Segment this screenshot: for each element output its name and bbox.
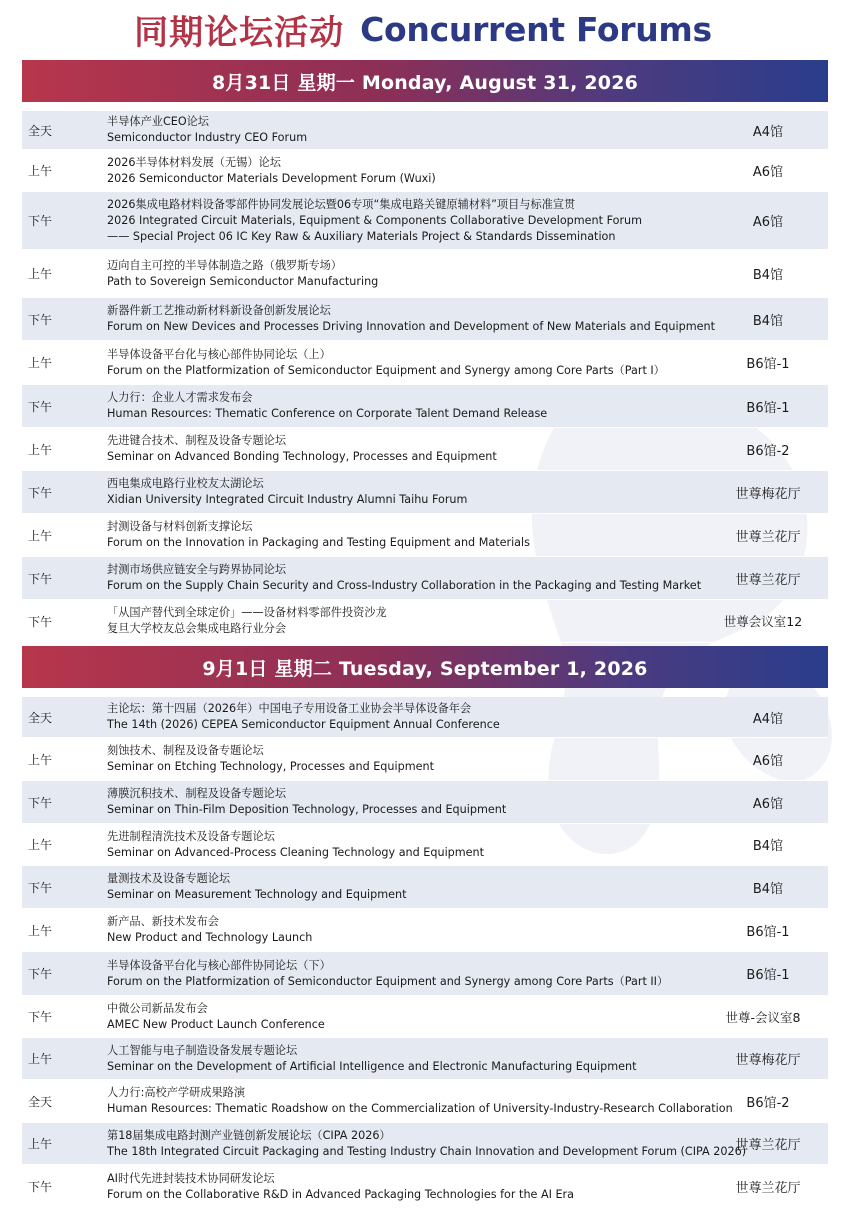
session-time: 全天 [28,1094,53,1109]
forum-title [107,1165,574,1208]
session-time: 下午 [28,614,53,629]
venue-label: 世尊兰花厅 [735,529,801,545]
forum-title-line: Path to Sovereign Semiconductor Manufacturing [107,274,379,288]
session-time: 上午 [28,1052,53,1066]
forum-title-line-primary: 2026集成电路材料设备零部件协同发展论坛暨06专项“集成电路关键原辅材料”项目与标准宣贯 [107,197,576,211]
day-header-aug-31: 8月31日 星期一 Monday, August 31, 2026 [22,60,828,102]
forum-title [107,250,378,297]
schedule-row [22,428,828,471]
schedule-row [22,1165,828,1209]
forum-title [107,909,312,951]
forum-title [107,781,506,823]
session-time: 上午 [28,528,53,543]
schedule-row [22,996,828,1038]
forum-title-line-primary: 先进制程清洗技术及设备专题论坛 [107,829,275,843]
forum-title [107,600,387,642]
forum-title [107,298,715,340]
forum-title [107,866,407,908]
forum-title-line-primary: 迈向自主可控的半导体制造之路（俄罗斯专场） [107,258,342,272]
forum-title-line: Seminar on Measurement Technology and Equipment [107,888,407,901]
forum-title-line-primary: 人力行:高校产学研成果路演 [107,1086,246,1099]
forum-title-line: Xidian University Integrated Circuit Industry Alumni Taihu Forum [107,493,468,506]
forum-title-line: 2026 Semiconductor Materials Development Forum (Wuxi) [107,171,436,185]
session-time: 上午 [28,1137,53,1151]
forum-title-line-primary: 半导体设备平台化与核心部件协同论坛（下） [107,958,331,972]
forum-title-line: Seminar on the Development of Artificial Intelligence and Electronic Manufacturing Equipment [107,1059,637,1073]
session-time: 上午 [28,752,53,767]
schedule-row [22,738,828,781]
forum-title-line: Human Resources: Thematic Roadshow on the Commercialization of University-Industry-Research Collaboration [107,1102,733,1115]
forum-title [107,1080,733,1122]
venue-label: B4馆 [752,839,784,854]
forum-title [107,428,497,470]
forum-title-line-primary: 第18届集成电路封测产业链创新发展论坛（CIPA 2026） [107,1128,391,1142]
forum-title-line: Seminar on Etching Technology, Processes and Equipment [107,760,434,773]
forum-title [107,341,665,384]
forum-title-line-primary: 新器件新工艺推动新材料新设备创新发展论坛 [107,304,331,317]
session-time: 上午 [28,442,53,457]
session-time: 上午 [28,164,53,178]
schedule-row [22,824,828,866]
forum-title-line-primary: 封测设备与材料创新支撑论坛 [107,520,253,533]
forum-title [107,952,668,995]
session-time: 上午 [28,267,53,281]
forum-title-line-primary: 半导体产业CEO论坛 [107,115,209,128]
venue-label: B6馆-1 [746,357,790,372]
forum-title [107,996,325,1037]
forum-title [107,557,701,599]
schedule-row [22,385,828,428]
forum-title-line-primary: 中微公司新品发布会 [107,1001,208,1015]
venue-label: B6馆-1 [746,968,790,983]
session-time: 上午 [28,923,53,938]
schedule-row [22,341,828,385]
schedule-row [22,600,828,643]
forum-title-line-primary: 主论坛：第十四届（2026年）中国电子专用设备工业协会半导体设备年会 [107,702,472,715]
forum-title [107,1123,746,1164]
forum-title-line: AMEC New Product Launch Conference [107,1017,325,1031]
schedule-row [22,781,828,824]
session-time: 下午 [28,399,53,414]
page-title-en: Concurrent Forums [360,9,712,49]
venue-label: B6馆-2 [746,1095,790,1111]
forum-title-line: The 18th Integrated Circuit Packaging and Testing Industry Chain Innovation and Development Forum (CIPA 2026) [107,1144,747,1158]
schedule-row [22,471,828,514]
schedule-row [22,697,828,738]
venue-label: A6馆 [752,165,784,180]
page-title [0,4,846,54]
session-time: 下午 [28,1180,53,1194]
session-time: 下午 [28,1010,53,1024]
venue-label: B4馆 [752,881,784,897]
forum-title [107,824,484,865]
forum-title-line: The 14th (2026) CEPEA Semiconductor Equipment Annual Conference [107,718,500,731]
forum-title-line: Seminar on Advanced-Process Cleaning Technology and Equipment [107,845,485,859]
forum-title-line-primary: 刻蚀技术、制程及设备专题论坛 [107,744,264,757]
forum-title-line-primary: 先进键合技术、制程及设备专题论坛 [107,434,287,447]
forum-title-line-primary: 新产品、新技术发布会 [107,915,219,928]
forum-title-line-primary: 「从国产替代到全球定价」——设备材料零部件投资沙龙 [107,606,387,619]
forum-title-line: Forum on the Platformization of Semiconductor Equipment and Synergy among Core Parts（Part II） [107,974,669,988]
venue-label: A6馆 [752,796,784,812]
forum-title [107,1038,637,1079]
forum-title [107,471,467,513]
forum-title-line: New Product and Technology Launch [107,931,313,944]
schedule-row [22,952,828,996]
schedule-row [22,298,828,341]
schedule-row [22,1038,828,1080]
venue-label: 世尊兰花厅 [735,1181,801,1196]
page-title-zh: 同期论坛活动 [134,12,345,53]
forum-title [107,111,307,149]
venue-label: A4馆 [752,711,784,727]
forum-title-line: Semiconductor Industry CEO Forum [107,131,308,144]
schedule-row [22,250,828,298]
venue-label: B6馆-2 [746,443,790,459]
forum-title-line-primary: 半导体设备平台化与核心部件协同论坛（上） [107,347,331,361]
venue-label: 世尊会议室12 [723,614,803,629]
session-time: 下午 [28,485,53,500]
session-time: 下午 [28,967,53,981]
forum-title-line: Seminar on Thin-Film Deposition Technology, Processes and Equipment [107,803,507,816]
schedule-row [22,909,828,952]
forum-title [107,738,434,780]
forum-title-line-primary: 2026半导体材料发展（无锡）论坛 [107,155,281,169]
session-time: 下午 [28,795,53,810]
forum-title [107,150,436,191]
session-time: 全天 [28,123,53,138]
session-time: 下午 [28,571,53,586]
session-time: 下午 [28,214,53,228]
venue-label: A4馆 [752,124,784,140]
schedule-row [22,1080,828,1123]
forum-title-line-primary: AI时代先进封装技术协同研发论坛 [107,1171,275,1185]
forum-title [107,697,500,737]
session-time: 全天 [28,710,53,725]
forum-title-line-primary: 人力行：企业人才需求发布会 [107,391,253,404]
forum-title [107,514,530,556]
forum-title-line-primary: 薄膜沉积技术、制程及设备专题论坛 [107,787,287,800]
venue-label: 世尊兰花厅 [735,1138,801,1153]
forum-title-line-primary: 西电集成电路行业校友太湖论坛 [107,477,264,490]
schedule-row [22,111,828,150]
forum-title-line: 复旦大学校友总会集成电路行业分会 [107,622,287,635]
schedule-sep-1 [22,697,828,1209]
venue-label: 世尊梅花厅 [735,1053,801,1068]
forum-title-line: Human Resources: Thematic Conference on Corporate Talent Demand Release [107,407,548,420]
schedule-row [22,557,828,600]
venue-label: A6馆 [752,753,784,769]
forum-title-line-primary: 人工智能与电子制造设备发展专题论坛 [107,1043,298,1057]
venue-label: B6馆-1 [746,400,790,416]
forum-title-line: Forum on the Collaborative R&D in Advanced Packaging Technologies for the AI Era [107,1187,575,1201]
session-time: 下午 [28,880,53,895]
forum-title [107,385,547,427]
forum-title-line-primary: 量测技术及设备专题论坛 [107,872,231,885]
forum-title-line: Forum on the Supply Chain Security and Cross-Industry Collaboration in the Packaging and Testing Market [107,579,702,592]
forum-title [107,192,642,249]
forum-title-line: 2026 Integrated Circuit Materials, Equipment & Components Collaborative Development Forum [107,213,643,227]
schedule-aug-31 [22,111,828,643]
session-time: 下午 [28,312,53,327]
forum-title-line: Forum on New Devices and Processes Driving Innovation and Development of New Materials and Equipment [107,320,715,333]
forum-title-line: Seminar on Advanced Bonding Technology, Processes and Equipment [107,450,497,463]
venue-label: A6馆 [752,215,784,230]
forum-title-line: —— Special Project 06 IC Key Raw & Auxiliary Materials Project & Standards Dissemination [107,229,616,243]
venue-label: 世尊-会议室8 [725,1009,801,1025]
venue-label: B4馆 [752,268,784,283]
venue-label: 世尊梅花厅 [735,486,801,502]
schedule-row [22,866,828,909]
schedule-row [22,514,828,557]
session-time: 上午 [28,838,53,852]
schedule-row [22,1123,828,1165]
forum-title-line: Forum on the Platformization of Semiconductor Equipment and Synergy among Core Parts（Part I） [107,363,665,377]
venue-label: 世尊兰花厅 [735,572,801,588]
venue-label: B6馆-1 [746,924,790,940]
venue-label: B4馆 [752,313,784,329]
day-header-sep-1: 9月1日 星期二 Tuesday, September 1, 2026 [22,646,828,688]
forum-title-line: Forum on the Innovation in Packaging and Testing Equipment and Materials [107,536,530,549]
forum-title-line-primary: 封测市场供应链安全与跨界协同论坛 [107,563,287,576]
schedule-row [22,150,828,192]
session-time: 上午 [28,356,53,370]
schedule-row [22,192,828,250]
